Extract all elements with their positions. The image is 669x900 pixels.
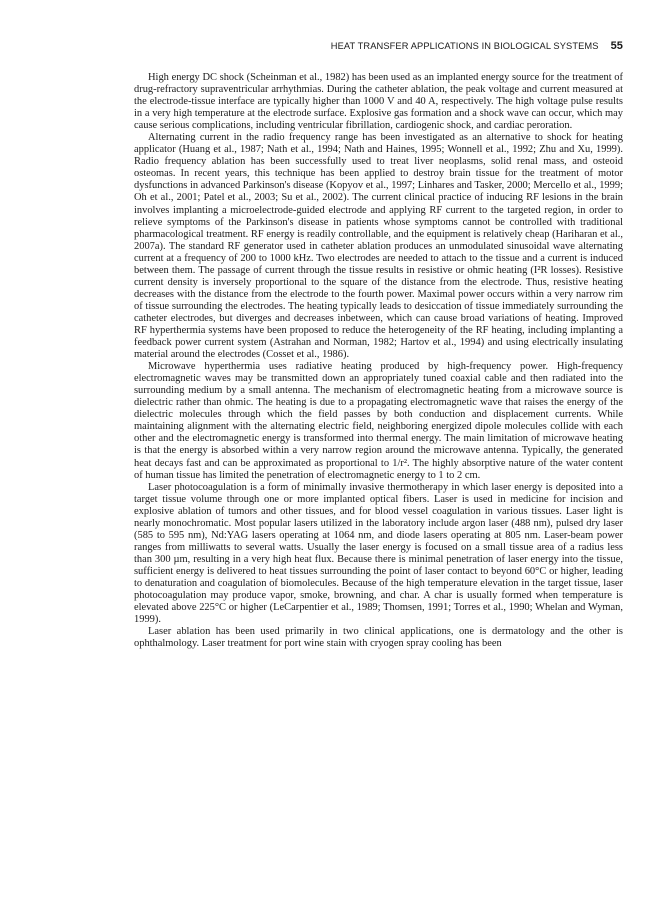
running-header: [134, 40, 623, 52]
paragraph-dc-shock: High energy DC shock (Scheinman et al., 1982) has been used as an implanted energy source for the treatment of drug-refractory supraventricular arrhythmias. During the catheter ablation, the peak voltage and current measured at the electrode-tissue interface are typically higher than 1000 V and 40 A, respectively. The high voltage pulse results in a very high temperature at the electrode surface. Explosive gas formation and a shock wave can occur, which may cause serious complications, including ventricular fibrillation, cardiogenic shock, and cardiac peroration.: [134, 72, 623, 132]
page: [134, 40, 623, 650]
page-number: 55: [610, 40, 623, 52]
paragraph-radio-frequency: Alternating current in the radio frequency range has been investigated as an alternative to shock for heating applicator (Huang et al., 1987; Nath et al., 1994; Nath and Haines, 1995; Wonnell et al., 1992; Zhu and Xu, 1999). Radio frequency ablation has been successfully used to treat liver neoplasms, solid renal mass, and osteoid osteomas. In recent years, this technique has been applied to destroy brain tissue for the treatment of motor dysfunctions in advanced Parkinson's disease (Kopyov et al., 1997; Linhares and Tasker, 2000; Mercello et al., 1999; Oh et al., 2001; Patel et al., 2003; Su et al., 2002). The current clinical practice of inducing RF lesions in the brain involves implanting a microelectrode-guided electrode and applying RF current to the targeted region, in order to relieve symptoms of the Parkinson's disease in patients whose symptoms cannot be controlled with traditional pharmacological treatment. RF energy is readily controllable, and the equipment is relatively cheap (Hariharan et al., 2007a). The standard RF generator used in catheter ablation produces an unmodulated sinusoidal wave alternating current at a frequency of 200 to 1000 kHz. Two electrodes are needed to attach to the tissue and a current is induced between them. The passage of current through the tissue results in resistive or ohmic heating (I²R losses). Resistive current density is inversely proportional to the square of the distance from the electrode. Thus, resistive heating decreases with the distance from the electrode to the fourth power. Maximal power occurs within a very narrow rim of tissue surrounding the electrodes. The heating typically leads to desiccation of tissue immediately surrounding the catheter electrodes, but diverges and decreases inbetween, which can cause broad variations of heating. Improved RF hyperthermia systems have been proposed to reduce the heterogeneity of the RF heating, including implanting a feedback power current system (Astrahan and Norman, 1982; Hartov et al., 1994) and using electrically insulating material around the electrodes (Cosset et al., 1986).: [134, 132, 623, 361]
paragraph-laser-ablation: Laser ablation has been used primarily in two clinical applications, one is dermatology and the other is ophthalmology. Laser treatment for port wine stain with cryogen spray cooling has been: [134, 626, 623, 650]
running-title: HEAT TRANSFER APPLICATIONS IN BIOLOGICAL SYSTEMS: [330, 41, 599, 51]
paragraph-microwave: Microwave hyperthermia uses radiative heating produced by high-frequency power. High-frequency electromagnetic waves may be transmitted down an appropriately tuned coaxial cable and then radiated into the surrounding medium by a small antenna. The mechanism of electromagnetic heating from a microwave source is dielectric rather than ohmic. The heating is due to a propagating electromagnetic wave that raises the energy of the dielectric molecules through which the field passes by both conduction and displacement currents. While maintaining alignment with the alternating electric field, neighboring energized dipole molecules collide with each other and the electromagnetic energy is transformed into thermal energy. The main limitation of microwave heating is that the energy is absorbed within a very narrow region around the microwave antenna. Typically, the generated heat decays fast and can be approximated as proportional to 1/r². The highly absorptive nature of the water content of human tissue has limited the penetration of electromagnetic energy to 1 to 2 cm.: [134, 361, 623, 481]
paragraph-laser-photocoagulation: Laser photocoagulation is a form of minimally invasive thermotherapy in which laser energy is deposited into a target tissue volume through one or more implanted optical fibers. Laser is used in medicine for incision and explosive ablation of tumors and other tissues, and for blood vessel coagulation in various tissues. Laser light is nearly monochromatic. Most popular lasers utilized in the laboratory include argon laser (488 nm), pulsed dry laser (585 to 595 nm), Nd:YAG lasers operating at 1064 nm, and diode lasers operating at 805 nm. Laser-beam power ranges from milliwatts to several watts. Usually the laser energy is focused on a small tissue area of a radius less than 300 µm, resulting in a very high heat flux. Because there is minimal penetration of laser energy into the tissue, sufficient energy is delivered to heat tissues surrounding the point of laser contact to beyond 60°C or higher, leading to denaturation and coagulation of biomolecules. Because of the high temperature elevation in the target tissue, laser photocoagulation may produce vapor, smoke, browning, and char. A char is usually formed when temperature is elevated above 225°C or higher (LeCarpentier et al., 1989; Thomsen, 1991; Torres et al., 1990; Whelan and Wyman, 1999).: [134, 481, 623, 626]
body-text: [134, 72, 623, 650]
